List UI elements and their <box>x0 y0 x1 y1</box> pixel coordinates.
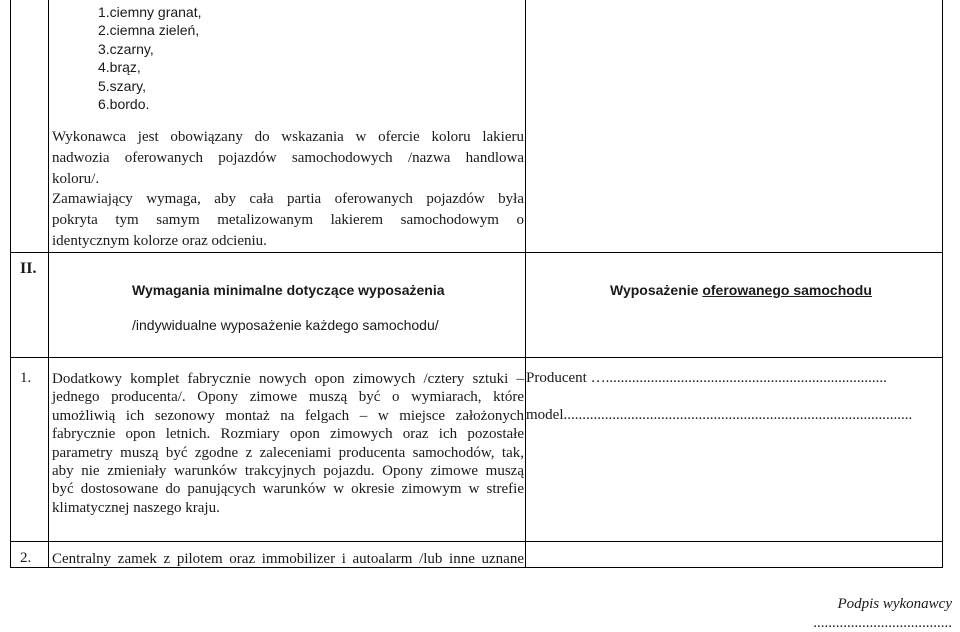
item-line: umożliwią ich sezonowy montaż na felgach – w miejsce założonych <box>52 407 524 424</box>
paragraph-line: identycznym kolorze oraz odcieniu. <box>52 232 267 249</box>
item-line: jednego producenta/. Opony zimowe muszą być o wymiarach, które <box>52 389 524 406</box>
table-row-divider-header <box>10 252 943 253</box>
paragraph-line: Wykonawca jest obowiązany do wskazania w ofercie koloru lakieru <box>52 129 524 145</box>
model-field[interactable]: model............................................................................................. <box>526 407 913 423</box>
color-list-item: 6.bordo. <box>98 96 150 113</box>
item-number: 2. <box>20 550 32 566</box>
item-line: Dodatkowy komplet fabrycznie nowych opon zimowych /cztery sztuki – <box>52 371 524 387</box>
color-list-item: 5.szary, <box>98 77 146 94</box>
item-description <box>52 370 524 517</box>
item-line: parametry muszą być zgodne z zaleceniami producenta samochodów, tak, <box>52 444 524 461</box>
item-line: być dostosowane do panujących warunków w okresie zimowym w strefie <box>52 481 524 498</box>
table-row-divider-item-1 <box>10 541 943 542</box>
item-line: fabrycznie opon letnich. Rozmiary opon zimowych oraz ich pozostałe <box>52 426 524 443</box>
section-number: II. <box>20 260 37 277</box>
producer-field[interactable]: Producent …........................................................................... <box>526 370 887 386</box>
section-subheading: /indywidualne wyposażenie każdego samochodu/ <box>132 317 439 333</box>
paragraph-uniform-paint <box>52 189 524 251</box>
paragraph-line: Zamawiający wymaga, aby cała partia oferowanych pojazdów była <box>52 191 524 207</box>
paragraph-line: pokryta tym samym metalizowanym lakierem samochodowym o <box>52 211 524 228</box>
item-line: aby nie zmieniały warunków trakcyjnych pojazdu. Opony zimowe muszą <box>52 463 524 480</box>
color-list <box>98 3 202 113</box>
section-heading: Wymagania minimalne dotyczące wyposażenia <box>132 282 445 298</box>
table-left-border <box>10 0 11 568</box>
color-list-item: 4.brąz, <box>98 59 141 76</box>
item-line: Centralny zamek z pilotem oraz immobilizer i autoalarm /lub inne uznane <box>52 551 524 567</box>
signature-line: ..................................... <box>813 615 952 631</box>
item-description <box>52 550 524 568</box>
color-list-item: 1.ciemny granat, <box>98 4 202 20</box>
offered-equipment-heading <box>610 282 872 298</box>
paragraph-line: koloru/. <box>52 170 100 187</box>
offered-equipment-heading-prefix: Wyposażenie <box>610 282 703 298</box>
column-divider-number <box>48 0 49 568</box>
paragraph-line: nadwozia oferowanych pojazdów samochodowych /nazwa handlowa <box>52 149 524 166</box>
color-list-item: 3.czarny, <box>98 40 154 57</box>
table-right-border <box>942 0 943 568</box>
signature-label: Podpis wykonawcy <box>837 596 952 612</box>
offered-equipment-heading-underlined: oferowanego samochodu <box>702 282 872 298</box>
item-line: klimatycznej naszego kraju. <box>52 499 220 516</box>
color-list-item: 2.ciemna zieleń, <box>98 22 200 39</box>
item-number: 1. <box>20 370 32 386</box>
paragraph-color-requirement <box>52 127 524 189</box>
column-divider-main <box>525 0 526 568</box>
table-row-divider-subheader <box>10 357 943 358</box>
